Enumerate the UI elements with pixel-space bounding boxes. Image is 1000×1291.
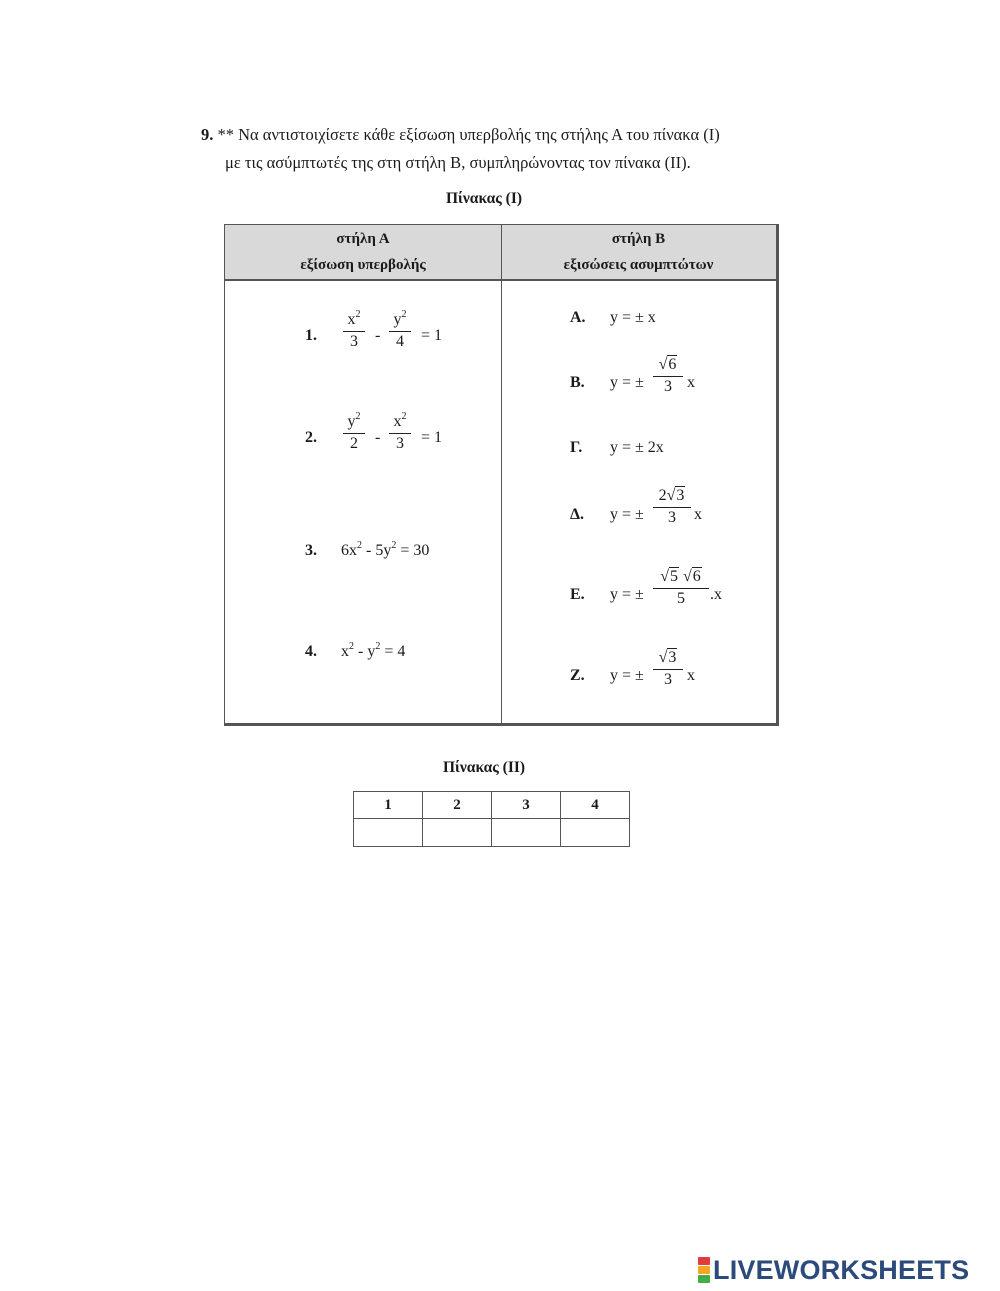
asymptote-label: Ε. bbox=[570, 586, 585, 603]
logo-text: LIVEWORKSHEETS bbox=[713, 1254, 970, 1285]
answer-row bbox=[354, 819, 630, 847]
question-line-2: με τις ασύμπτωτές της στη στήλη Β, συμπληρώνοντας τον πίνακα (ΙΙ). bbox=[225, 153, 691, 172]
fraction: √3 3 bbox=[653, 649, 683, 689]
fraction: 2√3 3 bbox=[653, 487, 691, 527]
answer-input-2[interactable] bbox=[423, 819, 492, 847]
column-b-subtitle: εξισώσεις ασυμπτώτων bbox=[563, 257, 714, 273]
asymptote-label: Β. bbox=[570, 374, 585, 391]
asymptote-label: Γ. bbox=[570, 439, 583, 456]
fraction: $y^2$ 4 bbox=[389, 311, 411, 351]
column-a-subtitle: εξίσωση υπερβολής bbox=[300, 257, 426, 273]
equation-label: 1. bbox=[305, 327, 317, 344]
answer-header-1: 1 bbox=[354, 792, 423, 819]
column-b-header bbox=[501, 225, 776, 281]
logo-icon bbox=[698, 1257, 710, 1283]
asymptote-label: Δ. bbox=[570, 506, 585, 523]
liveworksheets-logo bbox=[698, 1253, 969, 1287]
column-divider bbox=[501, 225, 502, 723]
column-a-header bbox=[225, 225, 501, 281]
question-number: 9. bbox=[201, 125, 214, 144]
fraction: √6 3 bbox=[653, 356, 683, 396]
equation-label: 3. bbox=[305, 542, 317, 559]
fraction: $y^2$ 2 bbox=[343, 413, 365, 453]
table2-caption: Πίνακας (ΙΙ) bbox=[443, 759, 526, 776]
equation-label: 2. bbox=[305, 429, 317, 446]
column-a-title: στήλη Α bbox=[336, 231, 390, 247]
asymptote-label: Ζ. bbox=[570, 667, 585, 684]
answer-header-4: 4 bbox=[561, 792, 630, 819]
answer-table bbox=[353, 791, 630, 847]
answer-header-3: 3 bbox=[492, 792, 561, 819]
fraction: $x^2$ 3 bbox=[343, 311, 365, 351]
answer-table-header-row bbox=[354, 792, 630, 819]
asymptote-label: Α. bbox=[570, 309, 586, 326]
fraction: √5 √6 5 bbox=[653, 568, 709, 608]
answer-input-3[interactable] bbox=[492, 819, 561, 847]
table1-caption: Πίνακας (Ι) bbox=[446, 190, 523, 207]
answer-input-1[interactable] bbox=[354, 819, 423, 847]
question-line-1 bbox=[201, 125, 720, 145]
equation-label: 4. bbox=[305, 643, 317, 660]
question-text-1: ** Να αντιστοιχίσετε κάθε εξίσωση υπερβολής της στήλης Α του πίνακα (Ι) bbox=[217, 125, 720, 144]
answer-header-2: 2 bbox=[423, 792, 492, 819]
matching-table: στήλη Α εξίσωση υπερβολής στήλη Β εξισώσεις ασυμπτώτων 1. $x^2$ 3 - $y^2$ 4 = 1 2. $y^2$ 2 - $x^2$ 3 = 1 3. $6x^2 - 5y^2 = 30$ 4. $x^2 - y^2 = 4$ Α. y = ± x Β. y = ± √6 3 x Γ. y = ± 2x Δ. y = ± 2√3 3 x Ε. y = ± √5 √6 5 .x Ζ. y = ± √3 3 x bbox=[224, 224, 779, 726]
answer-input-4[interactable] bbox=[561, 819, 630, 847]
column-b-title: στήλη Β bbox=[611, 231, 666, 247]
fraction: $x^2$ 3 bbox=[389, 413, 411, 453]
